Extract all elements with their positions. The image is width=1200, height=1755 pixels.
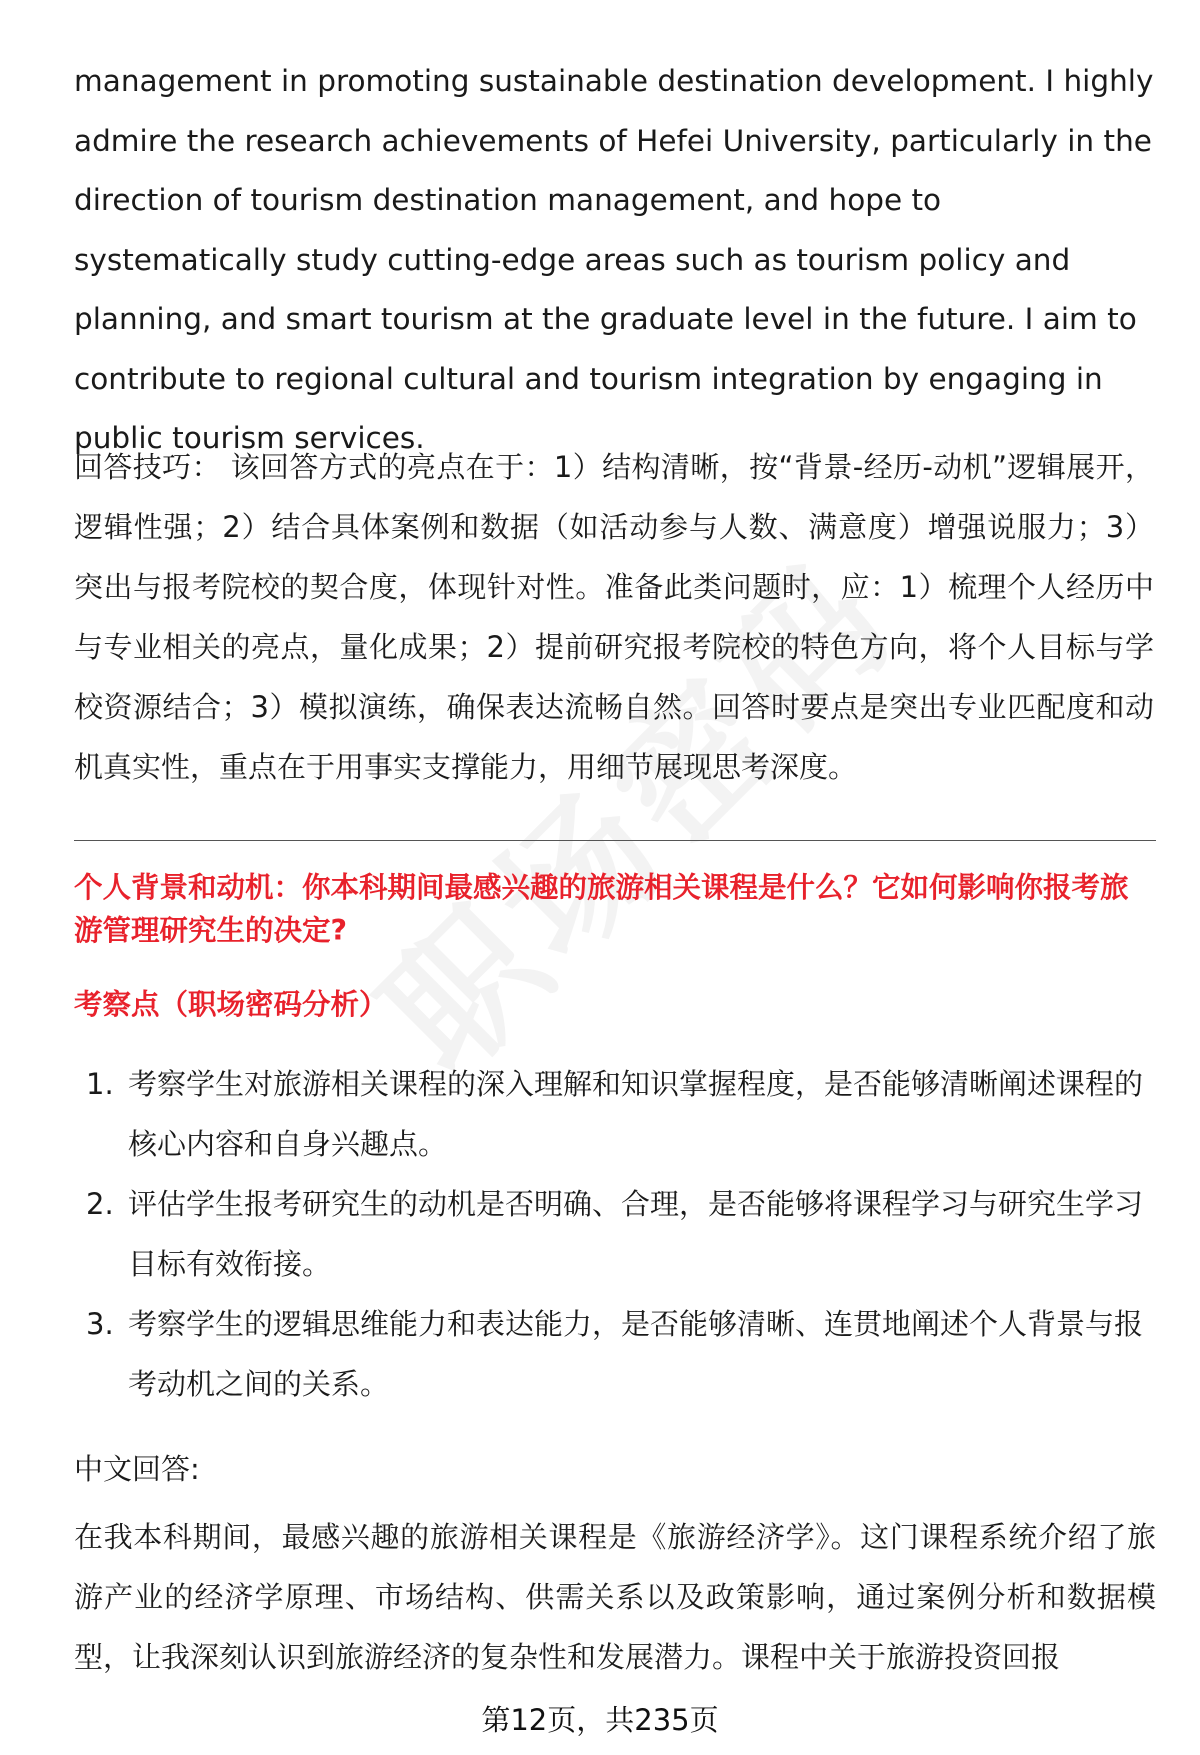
list-item-text: 考察学生对旅游相关课程的深入理解和知识掌握程度，是否能够清晰阐述课程的核心内容和自身兴趣点。 xyxy=(128,1067,1144,1161)
assessment-heading: 考察点（职场密码分析） xyxy=(74,988,388,1021)
list-item xyxy=(74,1054,1156,1174)
list-item-text: 考察学生的逻辑思维能力和表达能力，是否能够清晰、连贯地阐述个人背景与报考动机之间的关系。 xyxy=(128,1307,1144,1401)
page-number-footer: 第12页，共235页 xyxy=(481,1703,719,1737)
list-number: 1. xyxy=(86,1067,114,1101)
list-item-text: 评估学生报考研究生的动机是否明确、合理，是否能够将课程学习与研究生学习目标有效衔接。 xyxy=(128,1187,1144,1281)
chinese-answer-paragraph: 在我本科期间，最感兴趣的旅游相关课程是《旅游经济学》。这门课程系统介绍了旅游产业的经济学原理、市场结构、供需关系以及政策影响，通过案例分析和数据模型，让我深刻认识到旅游经济的复杂性和发展潜力。课程中关于旅游投资回报 xyxy=(74,1520,1156,1674)
list-number: 2. xyxy=(86,1187,114,1221)
question-heading: 个人背景和动机：你本科期间最感兴趣的旅游相关课程是什么？它如何影响你报考旅游管理研究生的决定? xyxy=(74,871,1129,947)
list-number: 3. xyxy=(86,1307,114,1341)
answer-tip-paragraph: 回答技巧： 该回答方式的亮点在于：1）结构清晰，按“背景-经历-动机”逻辑展开，逻辑性强；2）结合具体案例和数据（如活动参与人数、满意度）增强说服力；3）突出与报考院校的契合度，体现针对性。准备此类问题时，应：1）梳理个人经历中与专业相关的亮点，量化成果；2）提前研究报考院校的特色方向，将个人目标与学校资源结合；3）模拟演练，确保表达流畅自然。回答时要点是突出专业匹配度和动机真实性，重点在于用事实支撑能力，用细节展现思考深度。 xyxy=(74,450,1154,784)
list-item xyxy=(74,1294,1156,1414)
chinese-answer-label: 中文回答: xyxy=(74,1452,200,1486)
assessment-points-list xyxy=(74,1054,1156,1414)
list-item xyxy=(74,1174,1156,1294)
english-answer-paragraph: management in promoting sustainable destination development. I highly admire the research achievements of Hefei University, particularly in the direction of tourism destination management, and hope to systematically study cutting-edge areas such as tourism policy and planning, and smart tourism at the graduate level in the future. I aim to contribute to regional cultural and tourism integration by engaging in public tourism services. xyxy=(74,64,1154,455)
section-divider xyxy=(74,840,1156,841)
